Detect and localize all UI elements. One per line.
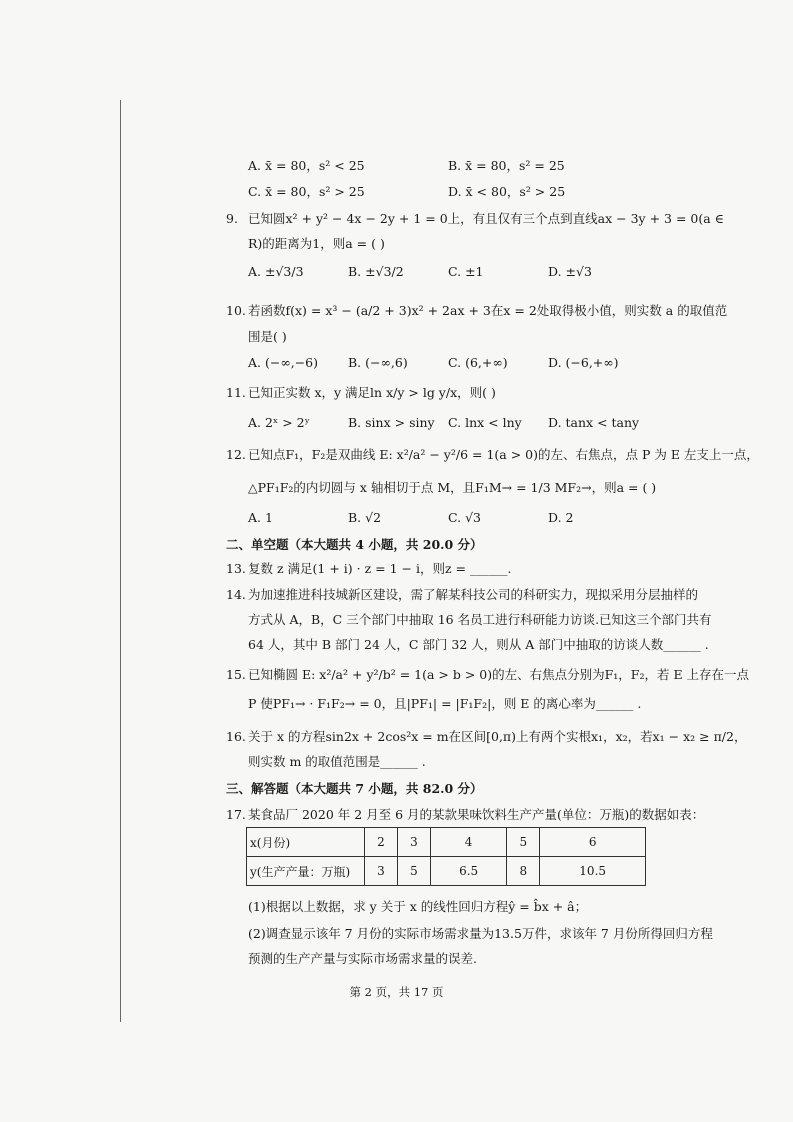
q9-option-b[interactable]: B. ±√3/2 xyxy=(348,264,404,279)
q17-part2-line1: (2)调查显示该年 7 月份的实际市场需求量为13.5万件，求该年 7 月份所得回归方程 xyxy=(248,926,713,941)
q15-number: 15. xyxy=(226,667,246,682)
table-cell: 5 xyxy=(397,857,430,886)
q11-option-c[interactable]: C. lnx < lny xyxy=(448,415,522,430)
q10-option-c[interactable]: C. (6,+∞) xyxy=(448,355,508,370)
q11-stem: 已知正实数 x，y 满足ln x/y > lg y/x，则( ) xyxy=(248,385,496,400)
binding-margin-line xyxy=(120,100,121,1022)
q14-number: 14. xyxy=(226,587,246,602)
table-cell: 10.5 xyxy=(540,857,646,886)
q10-option-b[interactable]: B. (−∞,6) xyxy=(348,355,408,370)
q13-number: 13. xyxy=(226,561,246,576)
q16-stem-line1: 关于 x 的方程sin2x + 2cos²x = m在区间[0,π)上有两个实根x₁，x₂，若x₁ − x₂ ≥ π/2， xyxy=(248,729,747,744)
table-cell: 8 xyxy=(507,857,540,886)
section-heading-solutions: 三、解答题（本大题共 7 小题，共 82.0 分） xyxy=(226,781,483,796)
q14-stem-line3: 64 人，其中 B 部门 24 人，C 部门 32 人，则从 A 部门中抽取的访谈人数______ . xyxy=(248,637,709,652)
q11-option-d[interactable]: D. tanx < tany xyxy=(548,415,640,430)
q10-stem-line1: 若函数f(x) = x³ − (a/2 + 3)x² + 2ax + 3在x = 2处取得极小值，则实数 a 的取值范 xyxy=(248,303,728,318)
q9-option-d[interactable]: D. ±√3 xyxy=(548,264,592,279)
table-cell: 3 xyxy=(397,828,430,857)
table-row xyxy=(247,828,646,857)
q10-option-d[interactable]: D. (−6,+∞) xyxy=(548,355,619,370)
q12-option-b[interactable]: B. √2 xyxy=(348,510,382,525)
q15-stem-line1: 已知椭圆 E: x²/a² + y²/b² = 1(a > b > 0)的左、右焦点分别为F₁，F₂，若 E 上存在一点 xyxy=(248,667,750,682)
table-cell: 5 xyxy=(507,828,540,857)
q9-number: 9. xyxy=(226,211,238,226)
q17-data-table xyxy=(246,827,646,886)
q12-number: 12. xyxy=(226,447,246,462)
q9-stem-line2: R)的距离为1，则a = ( ) xyxy=(248,236,385,251)
q8-option-b[interactable]: B. x̄ = 80，s² = 25 xyxy=(448,158,565,173)
table-row-header-y: y(生产产量：万瓶) xyxy=(247,857,365,886)
q15-stem-line2: P 使PF₁→ · F₁F₂→ = 0，且|PF₁| = |F₁F₂|，则 E 的离心率为______ . xyxy=(248,696,642,711)
table-cell: 6.5 xyxy=(430,857,507,886)
q12-option-d[interactable]: D. 2 xyxy=(548,510,574,525)
q11-option-a[interactable]: A. 2ˣ > 2ʸ xyxy=(248,415,310,430)
q9-option-a[interactable]: A. ±√3/3 xyxy=(248,264,304,279)
section-heading-fill-in: 二、单空题（本大题共 4 小题，共 20.0 分） xyxy=(226,537,483,552)
q14-stem-line1: 为加速推进科技城新区建设，需了解某科技公司的科研实力，现拟采用分层抽样的 xyxy=(248,587,699,602)
q17-part2-line2: 预测的生产产量与实际市场需求量的误差. xyxy=(248,951,477,966)
q17-part1: (1)根据以上数据，求 y 关于 x 的线性回归方程ŷ = b̂x + â； xyxy=(248,899,588,914)
q8-option-a[interactable]: A. x̄ = 80，s² < 25 xyxy=(248,158,365,173)
table-row-header-x: x(月份) xyxy=(247,828,365,857)
q16-number: 16. xyxy=(226,729,246,744)
q14-stem-line2: 方式从 A，B，C 三个部门中抽取 16 名员工进行科研能力访谈.已知这三个部门共有 xyxy=(248,612,712,627)
q17-number: 17. xyxy=(226,807,246,822)
q12-stem-line2: △PF₁F₂的内切圆与 x 轴相切于点 M，且F₁M→ = 1/3 MF₂→，则a = ( ) xyxy=(248,480,657,495)
q12-option-a[interactable]: A. 1 xyxy=(248,510,273,525)
table-row xyxy=(247,857,646,886)
q9-option-c[interactable]: C. ±1 xyxy=(448,264,484,279)
q16-stem-line2: 则实数 m 的取值范围是______ . xyxy=(248,754,426,769)
q12-stem-line1: 已知点F₁，F₂是双曲线 E: x²/a² − y²/6 = 1(a > 0)的左、右焦点，点 P 为 E 左支上一点， xyxy=(248,447,759,462)
q10-stem-line2: 围是( ) xyxy=(248,329,287,344)
q10-option-a[interactable]: A. (−∞,−6) xyxy=(248,355,319,370)
q10-number: 10. xyxy=(226,303,246,318)
table-cell: 4 xyxy=(430,828,507,857)
q8-option-d[interactable]: D. x̄ < 80，s² > 25 xyxy=(448,184,566,199)
q9-stem-line1: 已知圆x² + y² − 4x − 2y + 1 = 0上，有且仅有三个点到直线ax − 3y + 3 = 0(a ∈ xyxy=(248,211,724,226)
table-cell: 2 xyxy=(365,828,398,857)
page-footer: 第 2 页，共 17 页 xyxy=(349,985,444,999)
q13-stem: 复数 z 满足(1 + i) · z = 1 − i，则z = ______. xyxy=(248,561,512,576)
q11-option-b[interactable]: B. sinx > siny xyxy=(348,415,435,430)
table-cell: 6 xyxy=(540,828,646,857)
q8-option-c[interactable]: C. x̄ = 80，s² > 25 xyxy=(248,184,365,199)
q12-option-c[interactable]: C. √3 xyxy=(448,510,481,525)
q11-number: 11. xyxy=(226,385,246,400)
q17-stem: 某食品厂 2020 年 2 月至 6 月的某款果味饮料生产产量(单位：万瓶)的数据如表： xyxy=(248,807,705,822)
table-cell: 3 xyxy=(365,857,398,886)
